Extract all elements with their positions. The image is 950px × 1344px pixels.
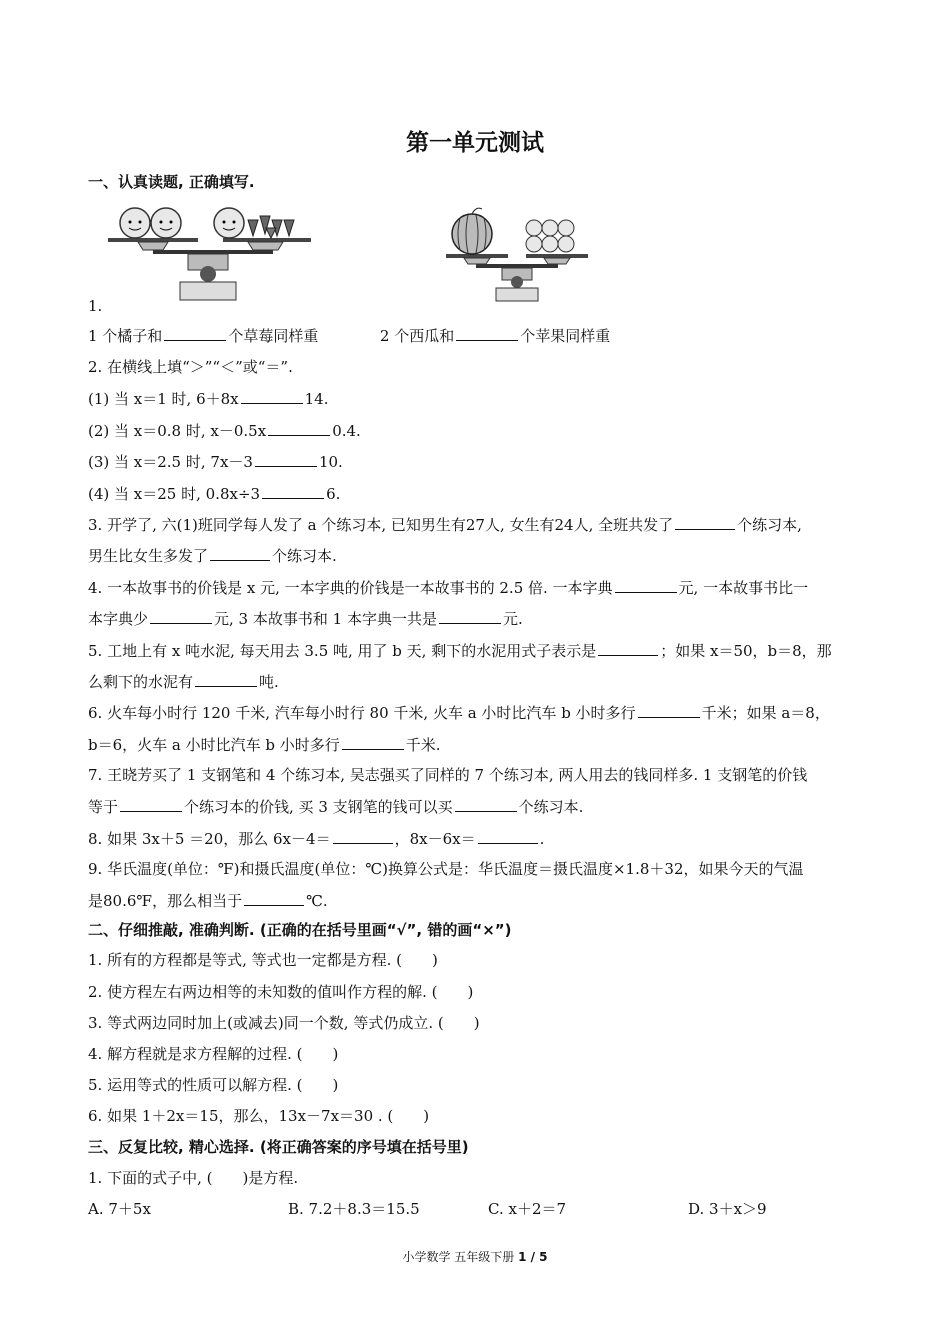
q3-line2 — [88, 545, 337, 566]
answer-blank[interactable] — [478, 828, 538, 844]
answer-blank[interactable] — [120, 796, 182, 812]
choice-option-b[interactable]: B. 7.2＋8.3＝15.5 — [288, 1200, 420, 1218]
q1a-text-end: 个草莓同样重 — [228, 327, 319, 345]
q4-line1 — [88, 577, 808, 598]
q9-text2-end: ℃. — [306, 892, 328, 910]
q4-text-end: 元, 一本故事书比一 — [678, 579, 809, 597]
q3-line1 — [88, 514, 802, 535]
page-number: 1 / 5 — [518, 1250, 548, 1264]
q9-text2: 是80.6℉，那么相当于 — [88, 892, 243, 910]
choice-option-c[interactable]: C. x＋2＝7 — [488, 1200, 567, 1218]
q3-text: 3. 开学了, 六(1)班同学每人发了 a 个练习本, 已知男生有27人, 女生有24人, 全班共发了 — [88, 516, 674, 534]
q2-prompt: 2. 在横线上填“＞”“＜”或“＝”. — [88, 358, 293, 376]
answer-blank[interactable] — [638, 702, 700, 718]
q1-line — [88, 325, 610, 346]
q8-text3: . — [539, 830, 545, 848]
q2-4-end: 6. — [326, 485, 341, 503]
choice-option-d[interactable]: D. 3＋x＞9 — [688, 1200, 767, 1218]
q4-text: 4. 一本故事书的价钱是 x 元, 一本字典的价钱是一本故事书的 2.5 倍. 一本字典 — [88, 579, 613, 597]
judge-item-2[interactable]: 2. 使方程左右两边相等的未知数的值叫作方程的解. ( ) — [88, 983, 474, 1001]
q6-text: 6. 火车每小时行 120 千米, 汽车每小时行 80 千米, 火车 a 小时比汽车 b 小时多行 — [88, 704, 636, 722]
answer-blank[interactable] — [342, 734, 404, 750]
answer-blank[interactable] — [456, 325, 518, 341]
q5-line2 — [88, 671, 279, 692]
q4-text2: 本字典少 — [88, 610, 149, 628]
orange-icon — [151, 208, 181, 238]
q6-line1 — [88, 702, 830, 723]
answer-blank[interactable] — [210, 545, 270, 561]
q3-text2: 男生比女生多发了 — [88, 547, 209, 565]
q5-text-end: ；如果 x＝50，b＝8，那 — [660, 642, 832, 660]
q7-line1: 7. 王晓芳买了 1 支钢笔和 4 个练习本, 吴志强买了同样的 7 个练习本, 两人用去的钱同样多. 1 支钢笔的价钱 — [88, 766, 808, 784]
q7-text4: 个练习本. — [518, 798, 584, 816]
balance-scale-orange-strawberry — [108, 206, 313, 302]
page-footer — [0, 1248, 950, 1265]
footer-text: 小学数学 五年级下册 — [402, 1250, 519, 1264]
q2-3 — [88, 451, 343, 472]
answer-blank[interactable] — [255, 451, 317, 467]
answer-blank[interactable] — [615, 577, 677, 593]
section-3-heading: 三、反复比较, 精心选择. (将正确答案的序号填在括号里) — [88, 1138, 469, 1156]
q2-3-end: 10. — [318, 453, 343, 471]
q2-1-end: 14. — [304, 390, 329, 408]
q4-text4: 元. — [502, 610, 523, 628]
answer-blank[interactable] — [598, 640, 658, 656]
q9-line2 — [88, 890, 328, 911]
q2-2-text: (2) 当 x＝0.8 时, x－0.5x — [88, 422, 267, 440]
q1a-text: 1 个橘子和 — [88, 327, 163, 345]
q2-1-text: (1) 当 x＝1 时, 6＋8x — [88, 390, 239, 408]
q8-text: 8. 如果 3x＋5 ＝20，那么 6x－4＝ — [88, 830, 331, 848]
q4-text3: 元, 3 本故事书和 1 本字典一共是 — [214, 610, 437, 628]
q5-line1 — [88, 640, 832, 661]
q2-4 — [88, 483, 340, 504]
judge-item-3[interactable]: 3. 等式两边同时加上(或减去)同一个数, 等式仍成立. ( ) — [88, 1014, 480, 1032]
q7-text2: 等于 — [88, 798, 119, 816]
strawberry-icon — [248, 216, 294, 238]
answer-blank[interactable] — [268, 420, 330, 436]
answer-blank[interactable] — [195, 671, 257, 687]
q3-text-end: 个练习本, — [737, 516, 802, 534]
q4-line2 — [88, 608, 523, 629]
answer-blank[interactable] — [244, 890, 304, 906]
section-1-heading: 一、认真读题, 正确填写. — [88, 173, 255, 191]
answer-blank[interactable] — [262, 483, 324, 499]
judge-item-4[interactable]: 4. 解方程就是求方程解的过程. ( ) — [88, 1045, 339, 1063]
q3-text2-end: 个练习本. — [272, 547, 337, 565]
answer-blank[interactable] — [455, 796, 517, 812]
choice-option-a[interactable]: A. 7＋5x — [88, 1200, 151, 1218]
orange-icon — [214, 208, 244, 238]
q2-2 — [88, 420, 361, 441]
q8-line — [88, 828, 544, 849]
page-title: 第一单元测试 — [406, 130, 544, 156]
answer-blank[interactable] — [150, 608, 212, 624]
judge-item-1[interactable]: 1. 所有的方程都是等式, 等式也一定都是方程. ( ) — [88, 951, 438, 969]
judge-item-6[interactable]: 6. 如果 1＋2x＝15，那么，13x－7x＝30 . ( ) — [88, 1107, 430, 1125]
answer-blank[interactable] — [164, 325, 226, 341]
q2-1 — [88, 388, 329, 409]
q7-text3: 个练习本的价钱, 买 3 支钢笔的钱可以买 — [184, 798, 453, 816]
choice-question-1: 1. 下面的式子中, ( )是方程. — [88, 1169, 299, 1187]
q1b-text: 2 个西瓜和 — [379, 327, 455, 345]
q6-text-end: 千米；如果 a＝8， — [701, 704, 830, 722]
q9-line1: 9. 华氏温度(单位：℉)和摄氏温度(单位：℃)换算公式是：华氏温度＝摄氏温度×1.8＋32，如果今天的气温 — [88, 860, 804, 878]
orange-icon — [120, 208, 150, 238]
q2-4-text: (4) 当 x＝25 时, 0.8x÷3 — [88, 485, 261, 503]
q6-text2-end: 千米. — [405, 736, 441, 754]
q5-text2-end: 吨. — [259, 673, 279, 691]
section-2-heading: 二、仔细推敲, 准确判断. (正确的在括号里画“√”, 错的画“×”) — [88, 921, 512, 939]
q6-text2: b＝6，火车 a 小时比汽车 b 小时多行 — [88, 736, 340, 754]
q1-number: 1. — [88, 297, 103, 315]
q6-line2 — [88, 734, 441, 755]
q5-text: 5. 工地上有 x 吨水泥, 每天用去 3.5 吨, 用了 b 天, 剩下的水泥用式子表示是 — [88, 642, 597, 660]
q8-text2: ，8x－6x＝ — [394, 830, 476, 848]
q7-line2 — [88, 796, 583, 817]
apple-icon — [526, 220, 574, 252]
q1b-text-end: 个苹果同样重 — [520, 327, 611, 345]
judge-item-5[interactable]: 5. 运用等式的性质可以解方程. ( ) — [88, 1076, 339, 1094]
q2-2-end: 0.4. — [332, 422, 361, 440]
answer-blank[interactable] — [241, 388, 303, 404]
watermelon-icon — [452, 208, 492, 254]
answer-blank[interactable] — [675, 514, 735, 530]
answer-blank[interactable] — [333, 828, 393, 844]
balance-scale-watermelon-apple — [446, 206, 591, 302]
answer-blank[interactable] — [439, 608, 501, 624]
q5-text2: 么剩下的水泥有 — [88, 673, 194, 691]
q2-3-text: (3) 当 x＝2.5 时, 7x－3 — [88, 453, 253, 471]
